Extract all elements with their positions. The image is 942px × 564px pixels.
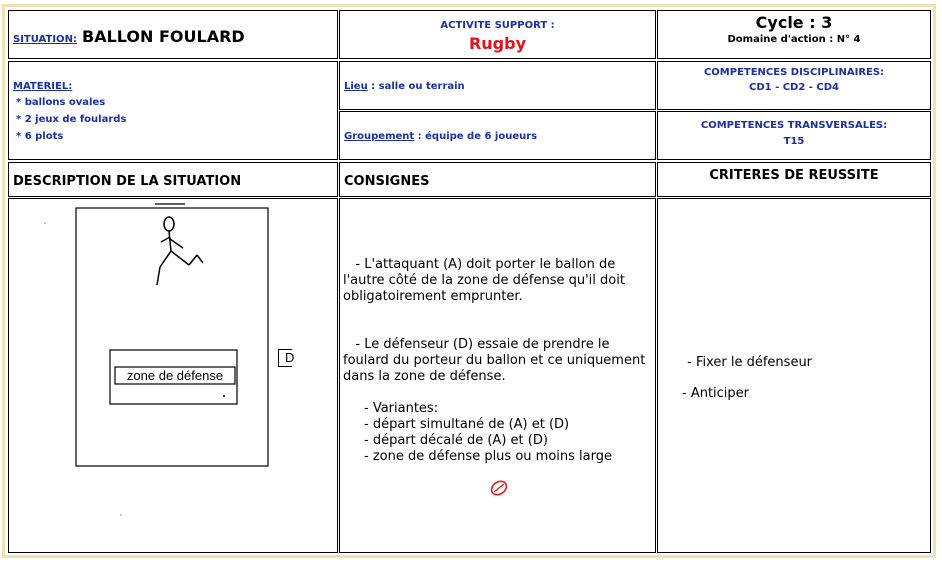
activite-cell [339, 10, 656, 59]
competences-transversales-cell [657, 111, 931, 160]
lieu-value: : salle ou terrain [367, 81, 465, 92]
criteres-header: CRITERES DE REUSSITE [709, 168, 879, 183]
situation-label: SITUATION: [13, 34, 77, 45]
materiel-label: MATERIEL: [13, 81, 73, 92]
situation-title: BALLON FOULARD [82, 27, 245, 46]
attacker-figure [157, 217, 203, 285]
critere-2: - Anticiper [682, 386, 750, 401]
critere-1: - Fixer le défenseur [683, 355, 813, 370]
activite-label: ACTIVITE SUPPORT : [440, 20, 555, 31]
groupement-cell [339, 111, 656, 160]
variantes-title: - Variantes: [364, 401, 439, 416]
consignes-cell [339, 198, 656, 553]
field-diagram [9, 199, 337, 552]
competences-transversales-label: COMPETENCES TRANSVERSALES: [700, 120, 888, 131]
defender-letter: D [285, 350, 295, 365]
variante-1: - départ simultané de (A) et (D) [364, 417, 570, 432]
variante-3: - zone de défense plus ou moins large [364, 449, 612, 464]
competences-disciplinaires-cell [657, 61, 931, 110]
cycle-cell [657, 10, 931, 59]
groupement-value: : équipe de 6 joueurs [414, 131, 538, 142]
zone-defense-label: zone de défense [126, 368, 224, 383]
competences-transversales-value: T15 [783, 136, 805, 147]
materiel-item-1: * ballons ovales [16, 97, 106, 108]
lieu-label: Lieu [344, 81, 368, 92]
consignes-paragraph-2: - Le défenseur (D) essaie de prendre le foulard du porteur du ballon et ce uniquement dans la zone de défense. [343, 337, 650, 384]
consignes-paragraph-1: - L'attaquant (A) doit porter le ballon de l'autre côté de la zone de défense qu'il doit obligatoirement emprunter. [343, 257, 630, 304]
activite-sport: Rugby [468, 34, 527, 53]
materiel-item-3: * 6 plots [16, 131, 64, 142]
groupement-label: Groupement [344, 131, 415, 142]
competences-disciplinaires-label: COMPETENCES DISCIPLINAIRES: [703, 67, 885, 78]
lieu-cell [339, 61, 656, 110]
cycle-domaine: Domaine d'action : N° 4 [727, 34, 861, 45]
variante-2: - départ décalé de (A) et (D) [364, 433, 548, 448]
description-header: DESCRIPTION DE LA SITUATION [13, 174, 242, 189]
field-boundary [76, 208, 268, 466]
criteres-cell [657, 198, 931, 553]
materiel-item-2: * 2 jeux de foulards [16, 114, 127, 125]
materiel-cell [8, 61, 338, 160]
criteres-header-cell [657, 162, 931, 197]
description-cell [8, 198, 338, 553]
description-header-cell [8, 162, 338, 197]
competences-disciplinaires-value: CD1 - CD2 - CD4 [748, 82, 840, 93]
defender-marker [278, 349, 295, 367]
situation-cell [8, 10, 338, 59]
consignes-header-cell [339, 162, 656, 197]
consignes-header: CONSIGNES [344, 174, 430, 189]
cycle-title: Cycle : 3 [755, 13, 833, 32]
rugby-ball-icon [488, 479, 510, 497]
